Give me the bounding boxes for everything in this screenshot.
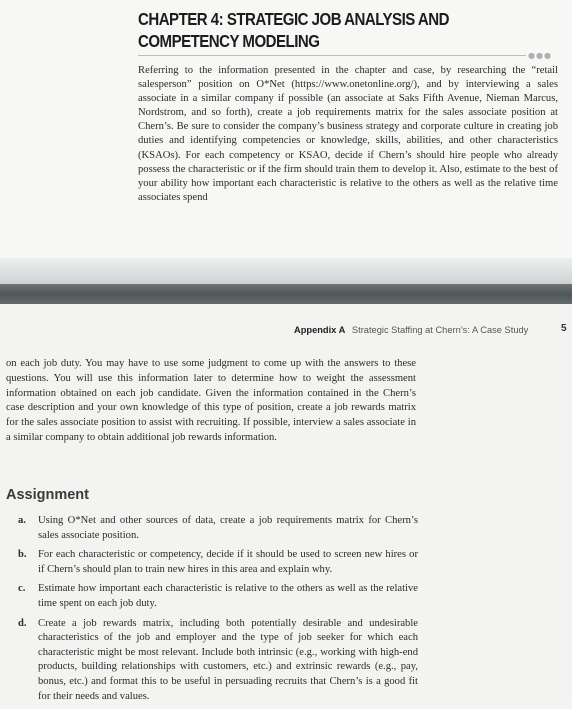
item-marker: b. [18, 549, 27, 561]
list-item [18, 514, 418, 543]
page-number: 5 [561, 323, 567, 334]
top-paragraph: Referring to the information presented in the chapter and case, by researching the “retail salesperson” position on O*Net (https://www.onetonline.org/), and by interviewing a sales associate in a similar company if possible (an associate at Saks Fifth Avenue, Nieman Marcus, Nordstrom, and so forth), create a job requirements matrix for the sales associate position at Chern’s. Be sure to consider the company’s business strategy and corporate culture in creating job duties and identifying competencies or knowledge, skills, abilities, and other characteristics (KSAOs). For each competency or KSAO, decide if Chern’s should hire people who already possess the characteristic or if the firm should train them to develop it. Also, estimate to the best of your ability how important each characteristic is relative to the others as well as the relative time associates spend [138, 65, 558, 203]
item-text: For each characteristic or competency, decide if it should be used to screen new hires or if Chern’s should plan to train new hires in this area and explain why. [38, 549, 418, 575]
item-text: Using O*Net and other sources of data, create a job requirements matrix for Chern’s sales associate position. [38, 515, 418, 541]
item-marker: d. [18, 617, 27, 629]
page-separator-band [0, 284, 572, 304]
running-head [294, 325, 528, 335]
chapter-title: CHAPTER 4: STRATEGIC JOB ANALYSIS AND COMPETENCY MODELING [138, 9, 449, 51]
assignment-heading: Assignment [6, 487, 89, 503]
title-divider [138, 55, 526, 56]
list-item [18, 548, 418, 577]
list-item [18, 617, 418, 705]
item-text: Estimate how important each characteristic is relative to the others as well as the relative time spent on each job duty. [38, 583, 418, 609]
item-text: Create a job rewards matrix, including both potentially desirable and undesirable characteristics of the job and employer and the type of job seeker for which each characteristic might be most relevant. Include both intrinsic (e.g., working with high-end products, building relationships with customers, etc.) and extrinsic rewards (e.g., pay, bonus, etc.) and format this to be useful in persuading recruits that Chern’s is a good fit for their needs and values. [38, 617, 418, 702]
item-marker: a. [18, 515, 26, 526]
appendix-title: Strategic Staffing at Chern’s: A Case Study [351, 325, 529, 335]
bottom-paragraph: on each job duty. You may have to use some judgment to come up with the answers to these questions. You will use this information later to determine how to weight the assessment information obtained on each job candidate. Given the information contained in the Chern’s case description and your own knowledge of this type of position, create a job rewards matrix for the sales associate position to assist with recruiting. If possible, interview a sales associate in a similar company to obtain additional job rewards information. [6, 358, 416, 443]
dots-icon: ●●● [528, 51, 552, 60]
item-marker: c. [18, 583, 26, 595]
appendix-label: Appendix A [294, 325, 346, 335]
assignment-list [18, 514, 418, 709]
list-item [18, 582, 418, 611]
